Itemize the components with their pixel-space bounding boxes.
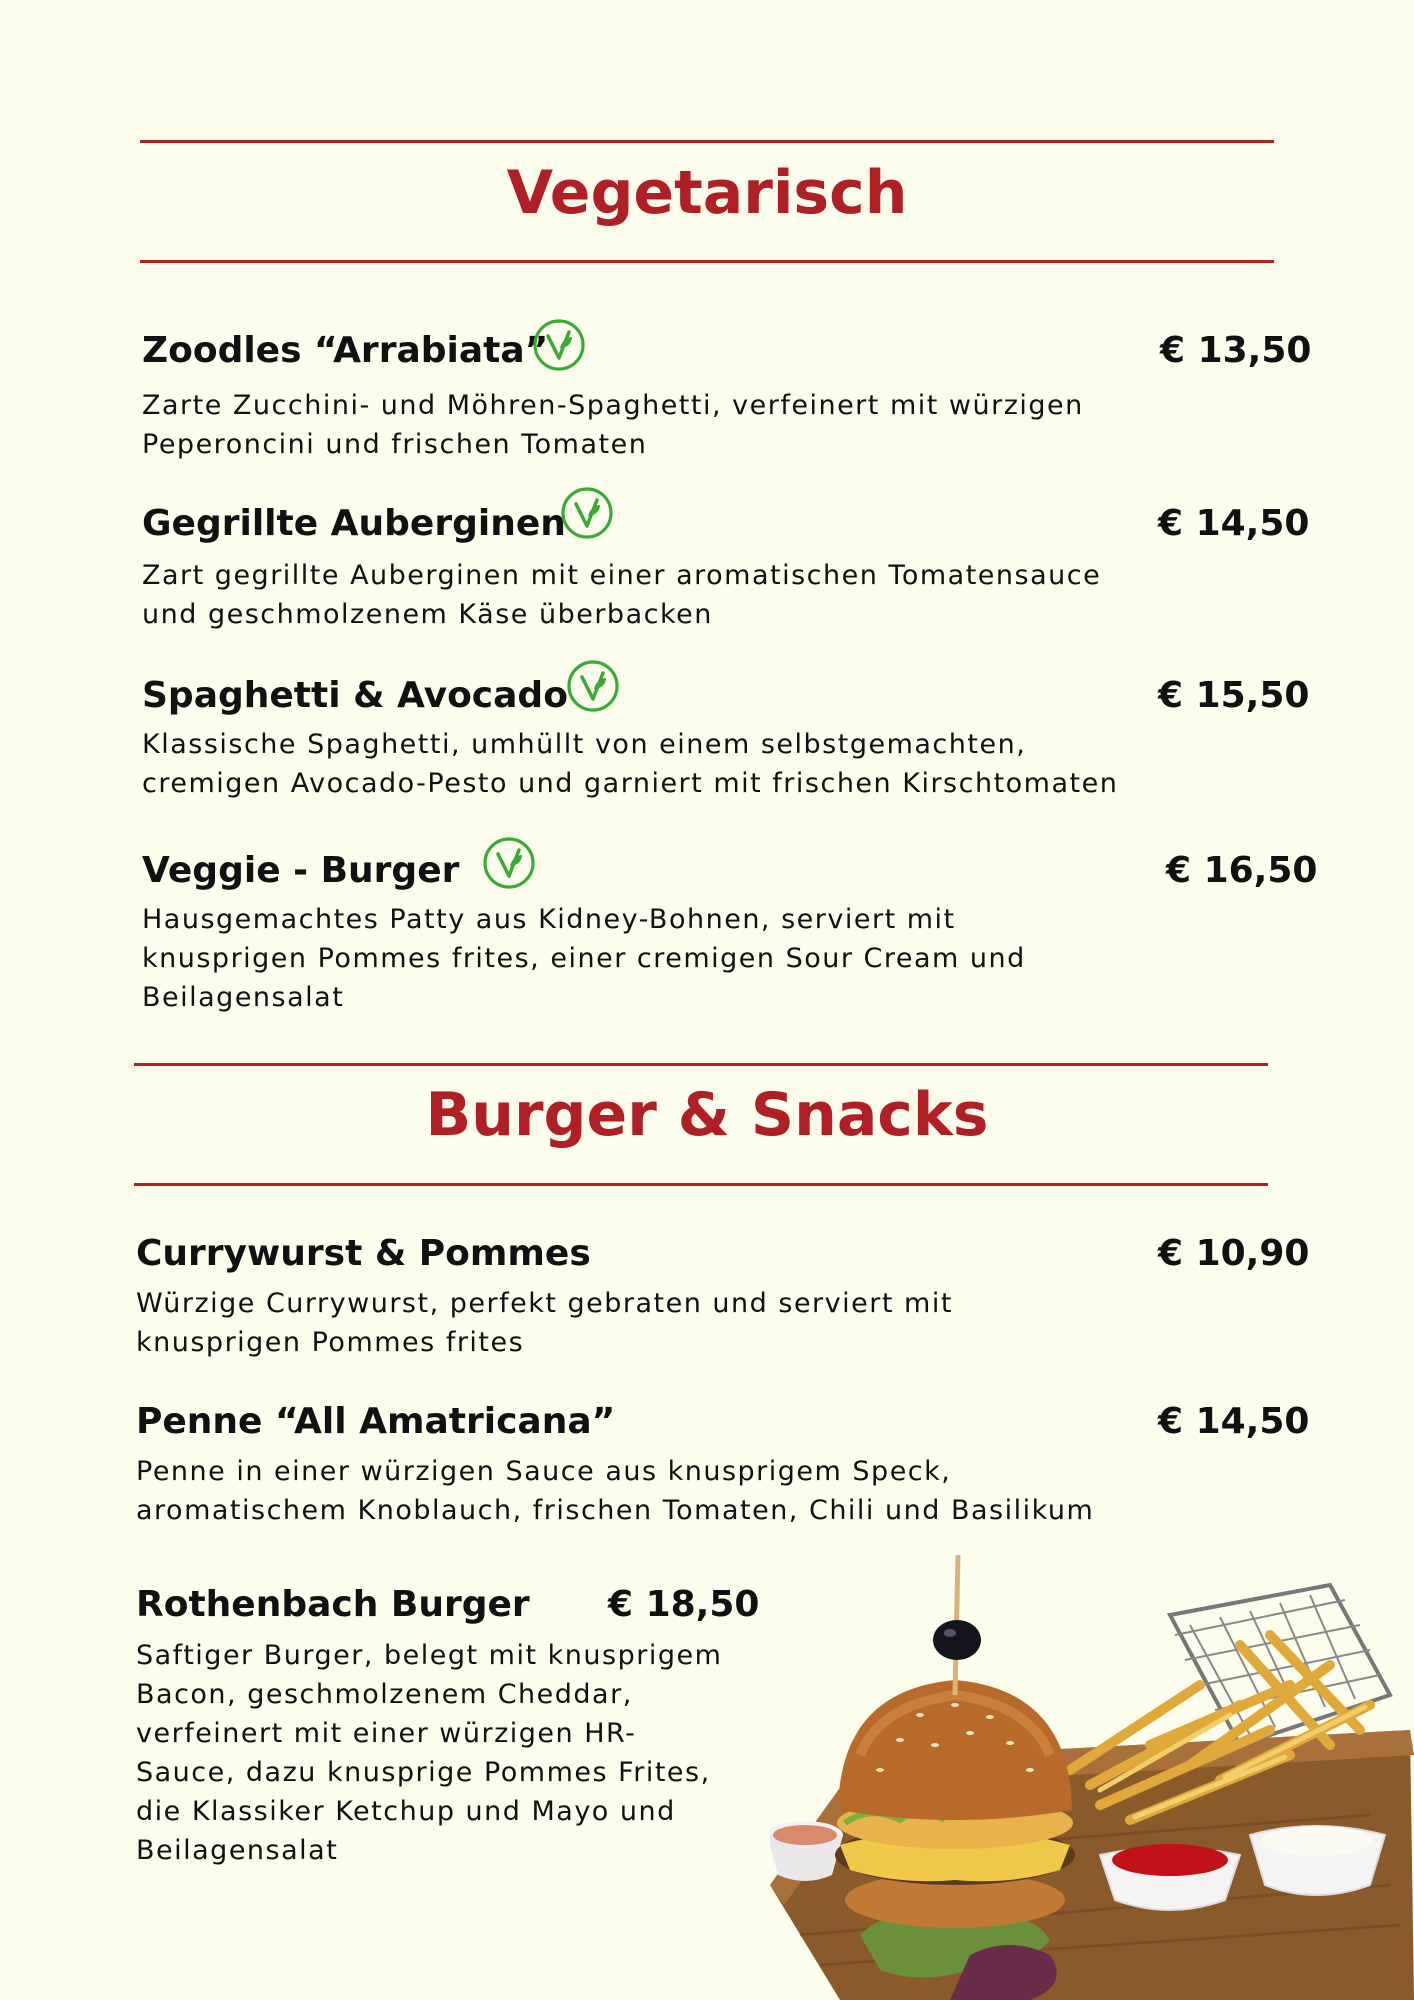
- description-line: die Klassiker Ketchup und Mayo und: [136, 1796, 676, 1827]
- menu-item-description: [136, 1452, 1094, 1530]
- section-rule-top: [140, 140, 1274, 143]
- vegetarian-icon: [560, 486, 614, 540]
- section-rule-bottom: [140, 260, 1274, 263]
- menu-item-price: € 18,50: [608, 1584, 760, 1625]
- menu-item-name: Zoodles “Arrabiata”: [142, 330, 549, 371]
- description-line: Zart gegrillte Auberginen mit einer aromatischen Tomatensauce: [142, 560, 1102, 591]
- description-line: Zarte Zucchini- und Möhren-Spaghetti, verfeinert mit würzigen: [142, 390, 1084, 421]
- description-line: verfeinert mit einer würzigen HR-: [136, 1718, 637, 1749]
- description-line: Saftiger Burger, belegt mit knusprigem: [136, 1640, 723, 1671]
- menu-item-description: [136, 1284, 953, 1362]
- menu-item-price: € 15,50: [1158, 675, 1310, 716]
- menu-item-description: [136, 1636, 776, 1870]
- menu-item-name: Rothenbach Burger: [136, 1584, 530, 1625]
- description-line: Klassische Spaghetti, umhüllt von einem selbstgemachten,: [142, 729, 1027, 760]
- description-line: Würzige Currywurst, perfekt gebraten und serviert mit: [136, 1288, 953, 1319]
- vegetarian-icon: [566, 659, 620, 713]
- vegetarian-icon: [482, 836, 536, 890]
- description-line: aromatischem Knoblauch, frischen Tomaten, Chili und Basilikum: [136, 1495, 1095, 1526]
- menu-item-description: [142, 556, 1101, 634]
- description-line: knusprigen Pommes frites, einer cremigen Sour Cream und: [142, 943, 1026, 974]
- burger-fries-photo: [770, 1555, 1414, 2000]
- description-line: Beilagensalat: [136, 1835, 339, 1866]
- menu-item-name: Veggie - Burger: [142, 850, 460, 891]
- menu-item-name: Gegrillte Auberginen: [142, 503, 566, 544]
- section-title-vegetarisch: Vegetarisch: [506, 158, 908, 228]
- menu-item-name: Penne “All Amatricana”: [136, 1401, 616, 1442]
- description-line: Bacon, geschmolzenem Cheddar,: [136, 1679, 633, 1710]
- description-line: Beilagensalat: [142, 982, 345, 1013]
- menu-item-price: € 13,50: [1160, 330, 1312, 371]
- menu-item-price: € 14,50: [1158, 503, 1310, 544]
- description-line: Penne in einer würzigen Sauce aus knusprigem Speck,: [136, 1456, 952, 1487]
- description-line: cremigen Avocado-Pesto und garniert mit frischen Kirschtomaten: [142, 768, 1119, 799]
- menu-item-price: € 10,90: [1158, 1233, 1310, 1274]
- menu-item-name: Currywurst & Pommes: [136, 1233, 591, 1274]
- vegetarian-icon: [532, 318, 586, 372]
- menu-item-name: Spaghetti & Avocado: [142, 675, 568, 716]
- menu-item-description: [142, 900, 1026, 1017]
- description-line: knusprigen Pommes frites: [136, 1327, 525, 1358]
- section-rule-bottom: [134, 1183, 1268, 1186]
- section-rule-top: [134, 1063, 1268, 1066]
- menu-item-price: € 14,50: [1158, 1401, 1310, 1442]
- section-title-burger-snacks: Burger & Snacks: [425, 1080, 989, 1150]
- description-line: Hausgemachtes Patty aus Kidney-Bohnen, serviert mit: [142, 904, 956, 935]
- menu-item-price: € 16,50: [1166, 850, 1318, 891]
- menu-item-description: [142, 725, 1118, 803]
- menu-item-description: [142, 386, 1084, 464]
- description-line: Peperoncini und frischen Tomaten: [142, 429, 648, 460]
- description-line: und geschmolzenem Käse überbacken: [142, 599, 713, 630]
- description-line: Sauce, dazu knusprige Pommes Frites,: [136, 1757, 711, 1788]
